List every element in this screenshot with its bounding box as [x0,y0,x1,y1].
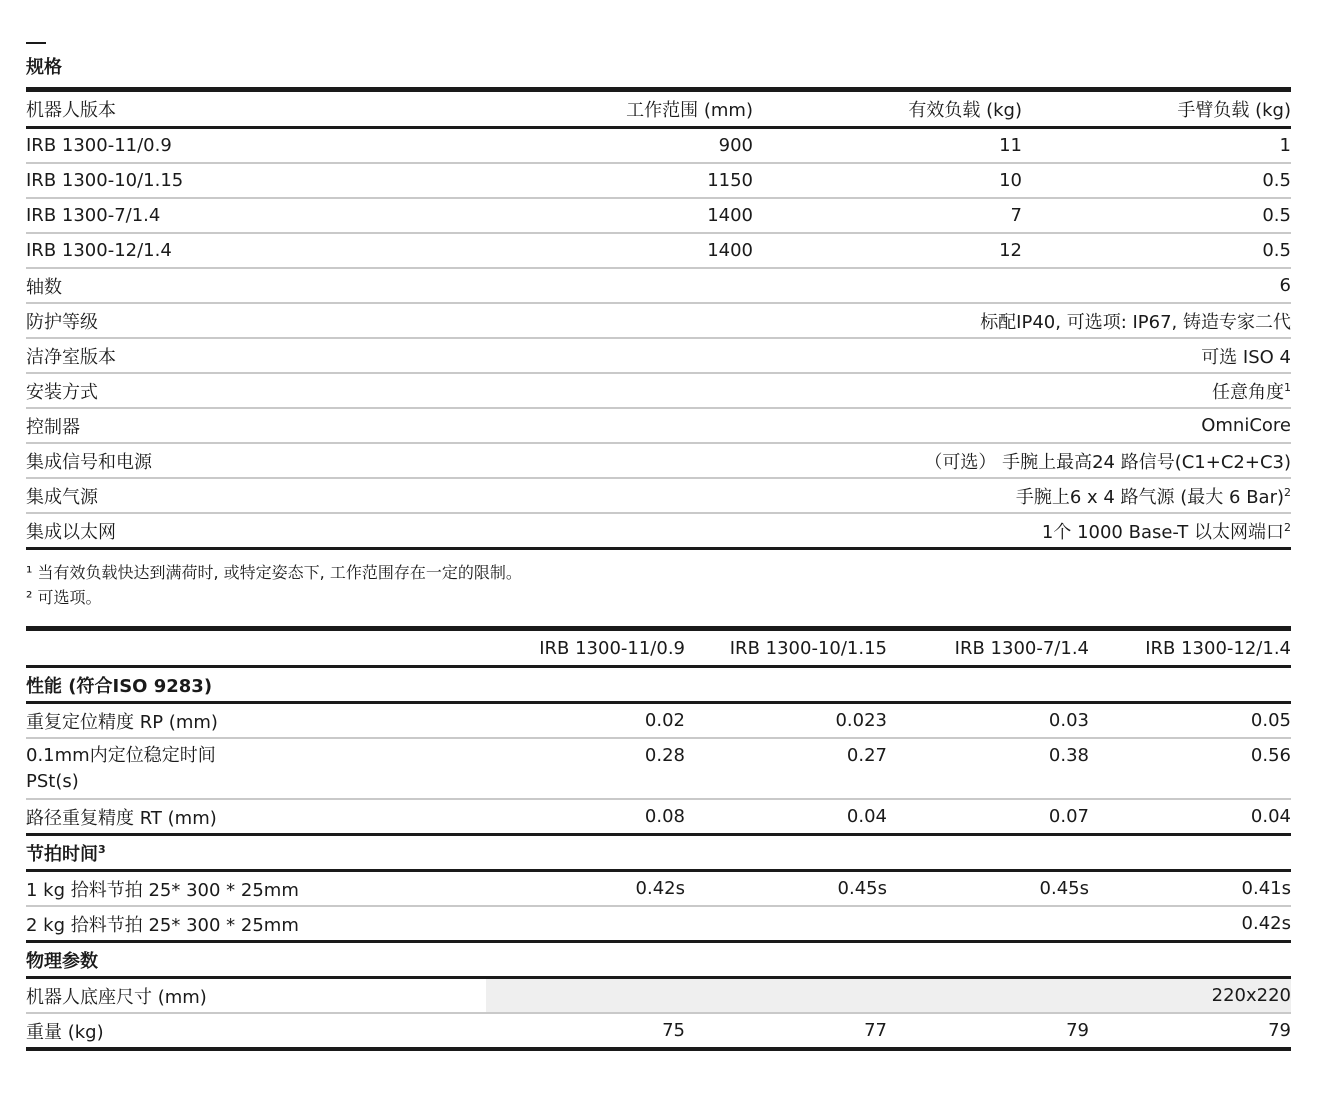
footnote-ref: 3 [98,842,106,856]
cell-value: 75 [662,1020,685,1041]
table-row [26,872,1291,907]
arm-load-value: 1 [1279,135,1291,156]
property-row [26,304,1291,339]
spec-header-row [26,92,1291,129]
col-header-version: 机器人版本 [26,100,116,121]
property-value: 6 [1279,275,1291,296]
cell-value: 0.45s [1039,878,1089,899]
row-label: 重复定位精度 RP (mm) [26,711,218,733]
row-label: 2 kg 拾料节拍 25* 300 * 25mm [26,914,299,936]
table-row [26,164,1291,199]
arm-load-value: 0.5 [1262,240,1291,261]
arm-load-value: 0.5 [1262,205,1291,226]
col-header-model: IRB 1300-12/1.4 [1145,637,1291,659]
footnote-2: ² 可选项。 [26,588,102,607]
property-label: 集成信号和电源 [26,451,152,473]
heading-dash [26,42,46,44]
reach-value: 1400 [707,205,753,226]
footnote-ref: 2 [1284,520,1291,534]
section-title: 性能 (符合ISO 9283) [26,675,213,697]
payload-value: 10 [999,170,1022,191]
cell-value: 0.27 [846,745,887,766]
model-name: IRB 1300-11/0.9 [26,135,172,156]
payload-value: 12 [999,240,1022,261]
col-header-arm-load: 手臂负载 (kg) [1177,100,1291,121]
row-label: 路径重复精度 RT (mm) [26,807,217,829]
model-name: IRB 1300-12/1.4 [26,240,172,261]
cell-value: 0.03 [1048,710,1089,731]
cell-value: 0.45s [837,878,887,899]
property-value: 可选 ISO 4 [1201,346,1291,368]
page-title: 规格 [26,57,62,78]
property-value: 1个 1000 Base-T 以太网端口$^2$ [1041,520,1291,543]
cell-value: 0.42s [635,878,685,899]
cell-value: 0.28 [644,745,685,766]
section-title: 节拍时间$^3$ [26,842,106,865]
cell-value: 0.04 [846,806,887,827]
row-label: 0.1mm内定位稳定时间 PSt(s) [26,745,216,792]
section-physical [26,943,1291,979]
table-row [26,907,1291,943]
property-label: 洁净室版本 [26,346,116,368]
cell-value: 0.023 [835,710,887,731]
row-label: 机器人底座尺寸 (mm) [26,986,207,1008]
property-row [26,409,1291,444]
cell-value: 0.42s [1241,913,1291,934]
model-name: IRB 1300-7/1.4 [26,205,161,226]
cell-value: 0.02 [644,710,685,731]
col-header-reach: 工作范围 (mm) [626,100,753,121]
cell-value: 0.04 [1250,806,1291,827]
cell-value: 220x220 [486,979,1291,1012]
payload-value: 7 [1010,205,1022,226]
property-row [26,269,1291,304]
row-label: 1 kg 拾料节拍 25* 300 * 25mm [26,879,299,901]
property-row [26,514,1291,550]
cell-value: 0.56 [1250,745,1291,766]
cell-value: 79 [1268,1020,1291,1041]
reach-value: 1400 [707,240,753,261]
cell-value: 0.38 [1048,745,1089,766]
property-value: 标配IP40, 可选项: IP67, 铸造专家二代 [980,311,1291,333]
table-row [26,1014,1291,1051]
property-row [26,374,1291,409]
property-label: 轴数 [26,276,62,298]
section-performance [26,668,1291,704]
property-label: 控制器 [26,416,80,438]
section-cycle-time [26,836,1291,872]
table-row [26,704,1291,739]
reach-value: 900 [718,135,753,156]
footnote-1: ¹ 当有效负载快达到满荷时, 或特定姿态下, 工作范围存在一定的限制。 [26,563,522,582]
property-value: （可选） 手腕上最高24 路信号(C1+C2+C3) [924,451,1291,473]
section-title: 物理参数 [26,950,98,972]
col-header-model: IRB 1300-7/1.4 [954,637,1089,659]
cell-value: 0.41s [1241,878,1291,899]
cell-value: 0.07 [1048,806,1089,827]
spec-page [26,36,1291,1051]
row-label: 重量 (kg) [26,1021,104,1043]
cell-value: 79 [1066,1020,1089,1041]
property-label: 防护等级 [26,311,98,333]
property-label: 集成气源 [26,486,98,508]
model-header-row [26,631,1291,668]
col-header-model: IRB 1300-10/1.15 [729,637,887,659]
footnote-ref: 2 [1284,485,1291,499]
footnote-ref: 1 [1284,380,1291,394]
property-value: 任意角度$^1$ [1212,380,1291,403]
property-row [26,339,1291,374]
reach-value: 1150 [707,170,753,191]
property-value: OmniCore [1201,415,1291,436]
cell-value: 0.08 [644,806,685,827]
cell-value: 0.05 [1250,710,1291,731]
col-header-payload: 有效负载 (kg) [908,100,1022,121]
table-row [26,199,1291,234]
model-name: IRB 1300-10/1.15 [26,170,184,191]
cell-value: 77 [864,1020,887,1041]
table-row [26,129,1291,164]
property-value: 手腕上6 x 4 路气源 (最大 6 Bar)$^2$ [1015,485,1291,508]
property-row [26,444,1291,479]
col-header-model: IRB 1300-11/0.9 [539,637,685,659]
payload-value: 11 [999,135,1022,156]
arm-load-value: 0.5 [1262,170,1291,191]
table-row [26,739,1291,800]
table-row [26,979,1291,1014]
property-row [26,479,1291,514]
table-row [26,234,1291,269]
table-row [26,800,1291,836]
footnotes [26,550,1291,626]
property-label: 安装方式 [26,381,98,403]
performance-table [26,626,1291,1051]
property-label: 集成以太网 [26,521,116,543]
